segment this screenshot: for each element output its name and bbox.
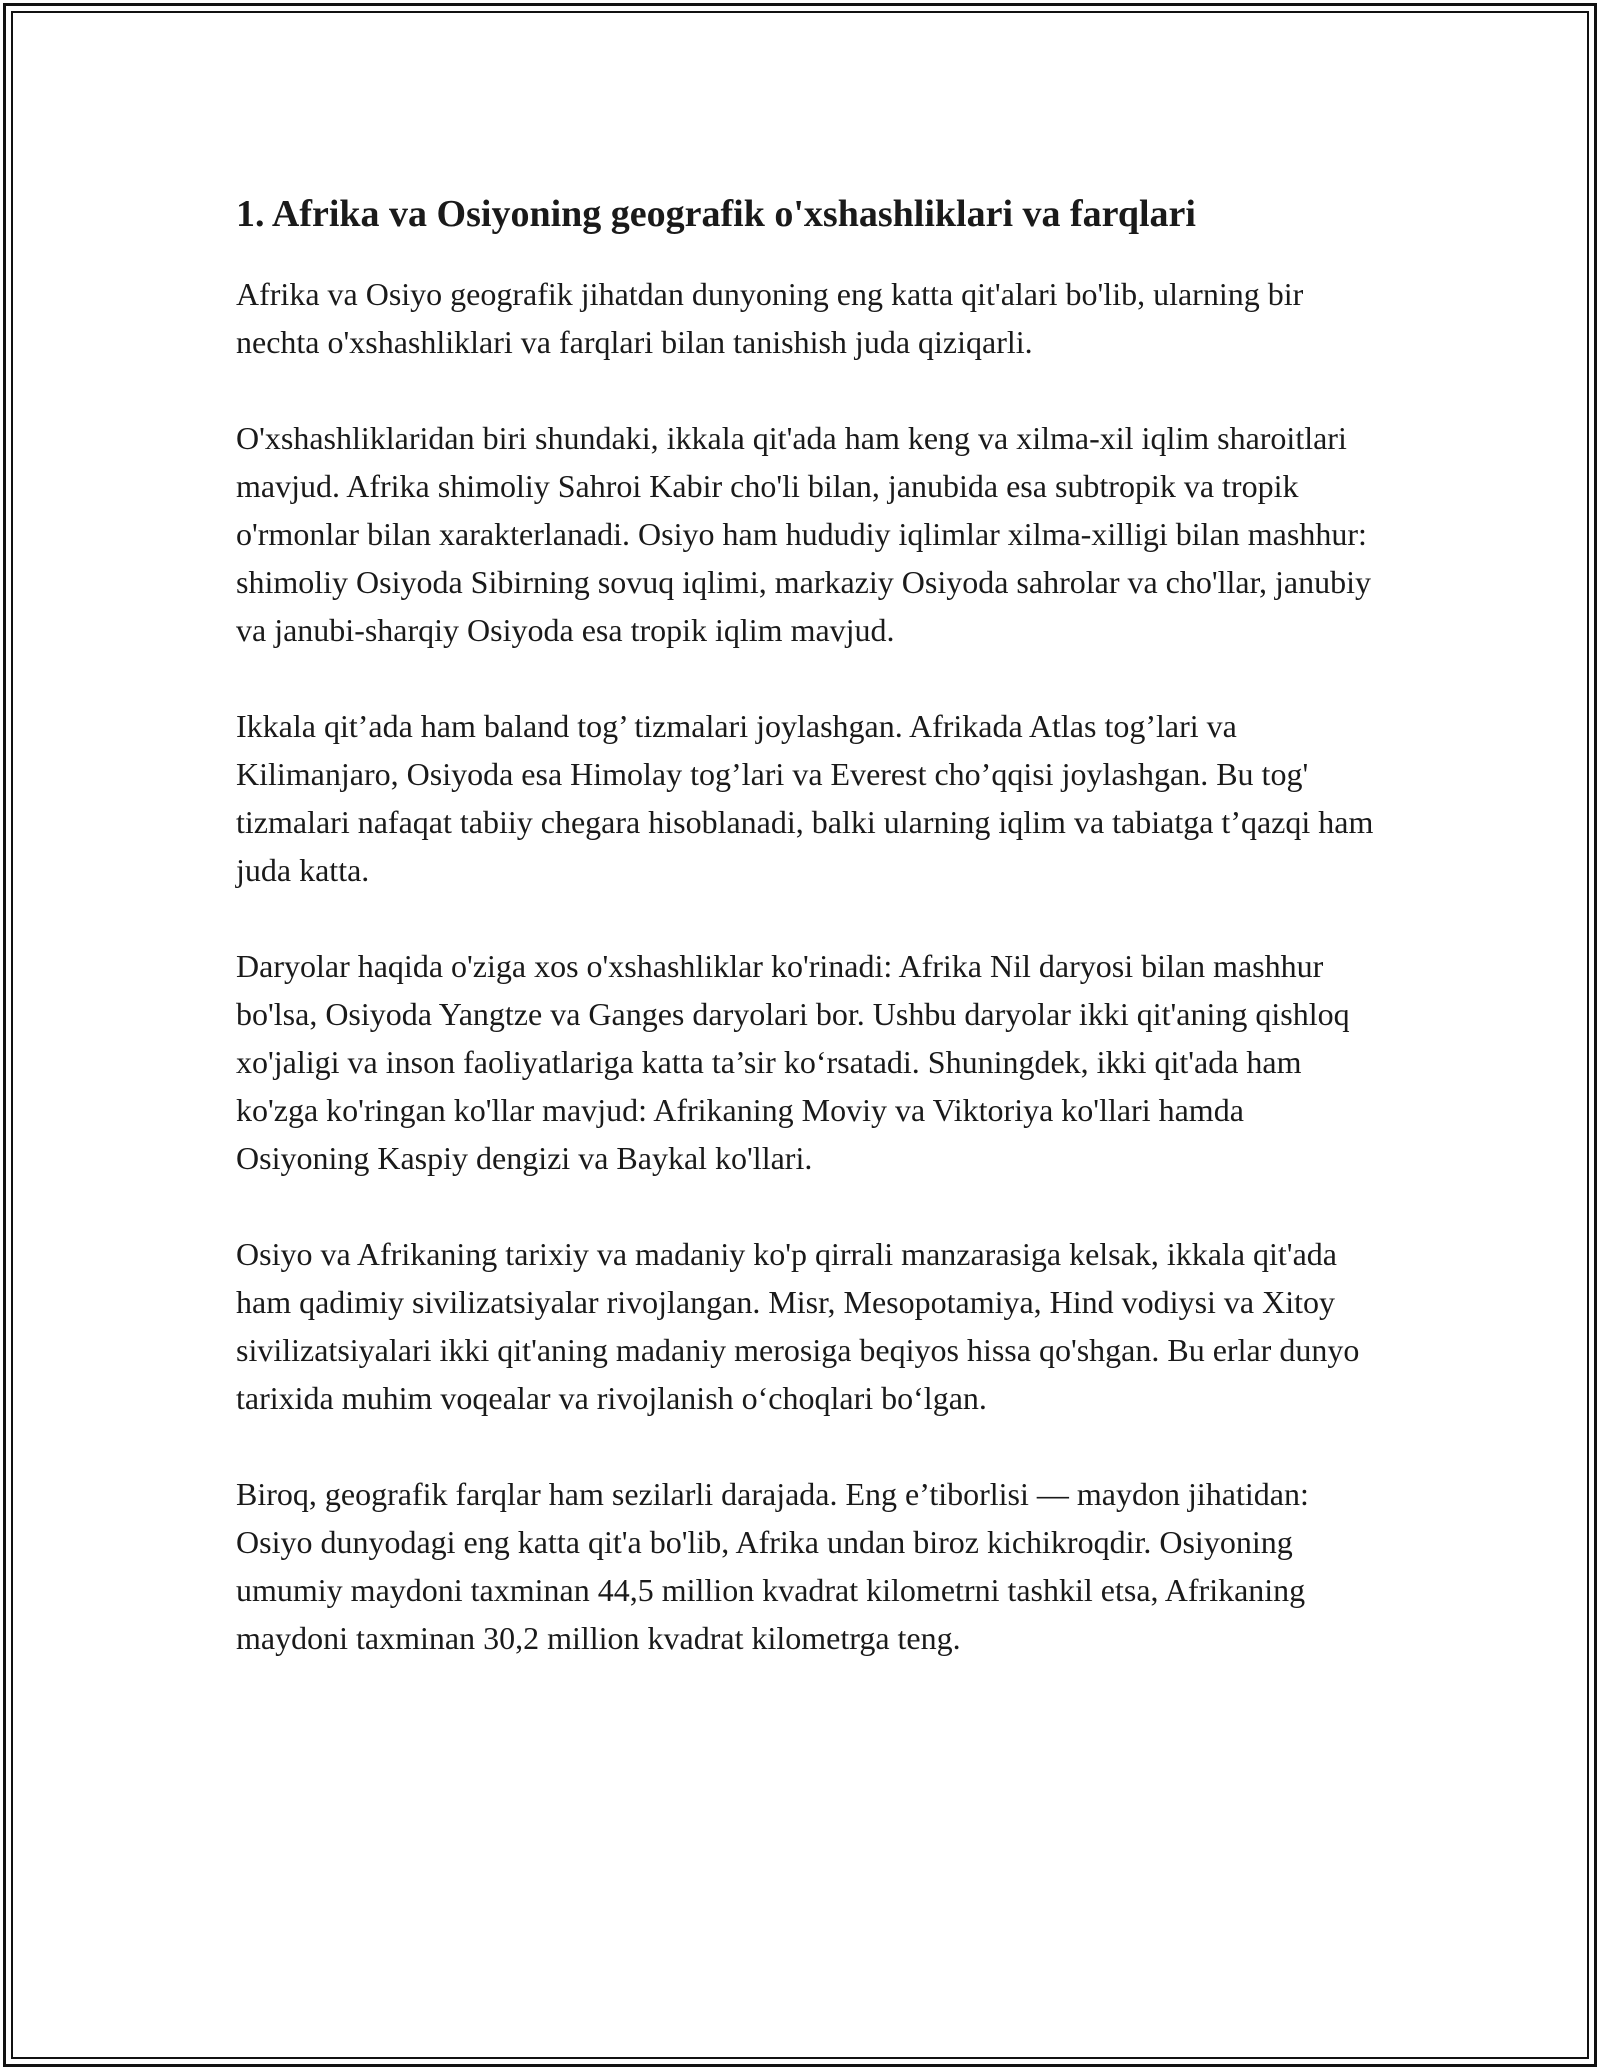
paragraph-civilizations: Osiyo va Afrikaning tarixiy va madaniy ko'p qirrali manzarasiga kelsak, ikkala qit'ada ham qadimiy sivilizatsiyalar rivojlangan. Misr, Mesopotamiya, Hind vodiysi va Xitoy sivilizatsiyalari ikki qit'aning madaniy merosiga beqiyos hissa qo'shgan. Bu erlar dunyo tarixida muhim voqealar va rivojlanish o‘choqlari bo‘lgan. <box>236 1236 1360 1416</box>
paragraph-rivers-lakes: Daryolar haqida o'ziga xos o'xshashliklar ko'rinadi: Afrika Nil daryosi bilan mashhur bo'lsa, Osiyoda Yangtze va Ganges daryolari bor. Ushbu daryolar ikki qit'aning qishloq xo'jaligi va inson faoliyatlariga katta ta’sir ko‘rsatadi. Shuningdek, ikki qit'ada ham ko'zga ko'ringan ko'llar mavjud: Afrikaning Moviy va Viktoriya ko'llari hamda Osiyoning Kaspiy dengizi va Baykal ko'llari. <box>236 948 1350 1176</box>
paragraph-area-differences: Biroq, geografik farqlar ham sezilarli darajada. Eng e’tiborlisi — maydon jihatidan: Osiyo dunyodagi eng katta qit'a bo'lib, Afrika undan biroz kichikroqdir. Osiyoning umumiy maydoni taxminan 44,5 million kvadrat kilometrni tashkil etsa, Afrikaning maydoni taxminan 30,2 million kvadrat kilometrga teng. <box>236 1476 1309 1656</box>
document-content <box>236 184 1376 1662</box>
paragraph-mountains: Ikkala qit’ada ham baland tog’ tizmalari joylashgan. Afrikada Atlas tog’lari va Kilimanjaro, Osiyoda esa Himolay tog’lari va Everest cho’qqisi joylashgan. Bu tog' tizmalari nafaqat tabiiy chegara hisoblanadi, balki ularning iqlim va tabiatga t’qazqi ham juda katta. <box>236 708 1374 888</box>
paragraph-intro: Afrika va Osiyo geografik jihatdan dunyoning eng katta qit'alari bo'lib, ularning bir nechta o'xshashliklari va farqlari bilan tanishish juda qiziqarli. <box>236 276 1304 360</box>
section-heading: 1. Afrika va Osiyoning geografik o'xshashliklari va farqlari <box>236 193 1196 235</box>
paragraph-climate: O'xshashliklaridan biri shundaki, ikkala qit'ada ham keng va xilma-xil iqlim sharoitlari mavjud. Afrika shimoliy Sahroi Kabir cho'li bilan, janubida esa subtropik va tropik o'rmonlar bilan xarakterlanadi. Osiyo ham hududiy iqlimlar xilma-xilligi bilan mashhur: shimoliy Osiyoda Sibirning sovuq iqlimi, markaziy Osiyoda sahrolar va cho'llar, janubiy va janubi-sharqiy Osiyoda esa tropik iqlim mavjud. <box>236 420 1371 648</box>
